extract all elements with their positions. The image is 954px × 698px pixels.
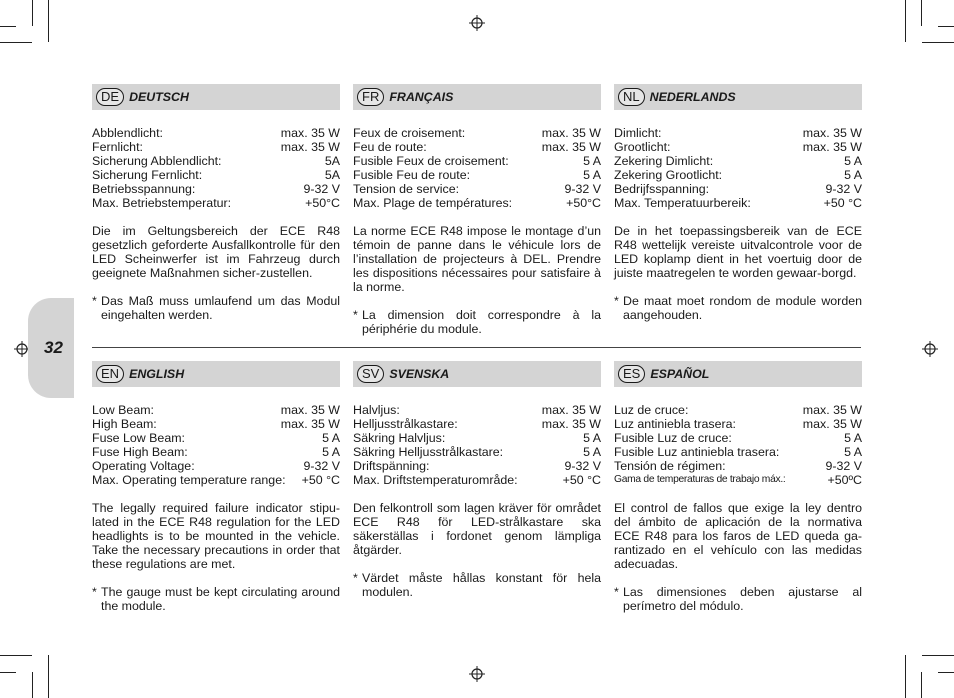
footnote — [353, 571, 601, 599]
spec-label: Feu de route: — [353, 140, 427, 154]
spec-value: max. 35 W — [802, 140, 862, 154]
spec-value: 5 A — [844, 431, 862, 445]
spec-row — [92, 196, 340, 210]
spec-list — [614, 403, 862, 487]
spec-value: 5 A — [583, 154, 601, 168]
spec-row — [614, 431, 862, 445]
footnote — [353, 308, 601, 336]
spec-label: Fuse High Beam: — [92, 445, 188, 459]
spec-row — [614, 445, 862, 459]
spec-value: 5 A — [322, 431, 340, 445]
spec-row — [614, 459, 862, 473]
spec-value: max. 35 W — [541, 403, 601, 417]
language-name: DEUTSCH — [129, 90, 189, 104]
spec-label: Fusible Feu de route: — [353, 168, 471, 182]
section-header — [92, 84, 340, 110]
spec-label: Säkring Helljusstrålkastare: — [353, 445, 504, 459]
spec-label: Driftspänning: — [353, 459, 430, 473]
spec-value: 9-32 V — [825, 459, 862, 473]
asterisk: * — [614, 585, 619, 599]
registration-mark-icon — [922, 341, 938, 357]
spec-label: Max. Betriebstemperatur: — [92, 196, 232, 210]
section-es — [614, 361, 862, 613]
spec-value: max. 35 W — [280, 140, 340, 154]
asterisk: * — [614, 294, 619, 308]
spec-value: 5A — [324, 154, 340, 168]
spec-row — [614, 403, 862, 417]
language-code-badge: SV — [357, 365, 384, 383]
section-en — [92, 361, 340, 613]
spec-value: max. 35 W — [280, 417, 340, 431]
language-name: FRANÇAIS — [389, 90, 454, 104]
spec-row — [353, 182, 601, 196]
section-divider — [92, 347, 861, 348]
spec-list — [92, 403, 340, 487]
asterisk: * — [353, 571, 358, 585]
spec-row — [92, 182, 340, 196]
spec-row — [92, 140, 340, 154]
language-code-badge: FR — [357, 88, 384, 106]
spec-label: Luz de cruce: — [614, 403, 689, 417]
spec-row — [614, 196, 862, 210]
description-paragraph: El control de fallos que exige la ley dentro del ámbito de aplicación de la normativa ECE R48 para los faros de LED queda ga-rantizado en el vehículo con las medidas adecuadas. — [614, 501, 862, 571]
footnote-text: Das Maß muss umlaufend um das Modul eingehalten werden. — [101, 294, 340, 322]
spec-row — [92, 431, 340, 445]
spec-label: Abblendlicht: — [92, 126, 163, 140]
spec-row — [353, 196, 601, 210]
spec-label: Helljusstrålkastare: — [353, 417, 458, 431]
spec-value: 9-32 V — [825, 182, 862, 196]
spec-row — [92, 126, 340, 140]
section-fr — [353, 84, 601, 336]
language-name: ESPAÑOL — [650, 367, 710, 381]
asterisk: * — [92, 585, 97, 599]
spec-label: Sicherung Abblendlicht: — [92, 154, 222, 168]
section-header — [353, 361, 601, 387]
spec-label: Halvljus: — [353, 403, 400, 417]
spec-value: max. 35 W — [802, 403, 862, 417]
spec-value: +50 °C — [562, 473, 601, 487]
language-code-badge: EN — [96, 365, 124, 383]
footnote — [614, 585, 862, 613]
spec-row — [92, 459, 340, 473]
spec-value: max. 35 W — [541, 126, 601, 140]
section-nl — [614, 84, 862, 322]
spec-row — [353, 168, 601, 182]
spec-value: max. 35 W — [280, 126, 340, 140]
spec-label: Tension de service: — [353, 182, 460, 196]
section-header — [614, 361, 862, 387]
spec-label: Operating Voltage: — [92, 459, 195, 473]
spec-row — [614, 140, 862, 154]
spec-label: Bedrijfsspanning: — [614, 182, 710, 196]
spec-row — [92, 445, 340, 459]
spec-value: +50°C — [305, 196, 340, 210]
spec-row — [614, 168, 862, 182]
spec-value: max. 35 W — [541, 417, 601, 431]
asterisk: * — [353, 308, 358, 322]
spec-label: Luz antiniebla trasera: — [614, 417, 736, 431]
spec-row — [353, 459, 601, 473]
spec-value: max. 35 W — [541, 140, 601, 154]
footnote — [92, 294, 340, 322]
spec-row — [92, 403, 340, 417]
section-header — [353, 84, 601, 110]
spec-row — [353, 473, 601, 487]
spec-label: Dimlicht: — [614, 126, 662, 140]
spec-label: Max. Operating temperature range: — [92, 473, 286, 487]
spec-value: 5 A — [583, 431, 601, 445]
language-name: NEDERLANDS — [649, 90, 736, 104]
spec-label: Fuse Low Beam: — [92, 431, 185, 445]
footnote-text: Las dimensiones deben ajustarse al perímetro del módulo. — [623, 585, 862, 613]
spec-value: 5 A — [844, 445, 862, 459]
spec-label: Tensión de régimen: — [614, 459, 726, 473]
spec-row — [92, 417, 340, 431]
spec-label: Zekering Dimlicht: — [614, 154, 714, 168]
language-code-badge: ES — [618, 365, 645, 383]
language-name: SVENSKA — [389, 367, 450, 381]
spec-row — [614, 417, 862, 431]
spec-value: 5 A — [322, 445, 340, 459]
section-de — [92, 84, 340, 322]
registration-mark-icon — [469, 15, 485, 31]
spec-list — [353, 403, 601, 487]
spec-list — [92, 126, 340, 210]
spec-value: 9-32 V — [564, 459, 601, 473]
spec-row — [614, 182, 862, 196]
description-paragraph: The legally required failure indicator stipu-lated in the ECE R48 regulation for the LED headlights is to be mounted in the vehicle. Take the necessary precautions in order that these regulations are met. — [92, 501, 340, 571]
spec-value: 5 A — [844, 168, 862, 182]
spec-row — [614, 154, 862, 168]
spec-value: +50 °C — [301, 473, 340, 487]
spec-list — [614, 126, 862, 210]
spec-value: +50°C — [566, 196, 601, 210]
spec-value: max. 35 W — [802, 126, 862, 140]
spec-value: max. 35 W — [280, 403, 340, 417]
spec-row — [353, 445, 601, 459]
spec-row — [614, 126, 862, 140]
spec-value: 9-32 V — [303, 182, 340, 196]
spec-value: 5 A — [844, 154, 862, 168]
description-paragraph: Die im Geltungsbereich der ECE R48 gesetzlich geforderte Ausfallkontrolle für den LED Scheinwerfer ist im Fahrzeug durch geeignete Maßnahmen sicher-zustellen. — [92, 224, 340, 280]
spec-label: Säkring Halvljus: — [353, 431, 446, 445]
footnote-text: Värdet måste hållas konstant för hela modulen. — [362, 571, 601, 599]
spec-value: +50ºC — [827, 473, 862, 487]
spec-row — [92, 154, 340, 168]
section-header — [614, 84, 862, 110]
footnote-text: La dimension doit correspondre à la périphérie du module. — [362, 308, 601, 336]
spec-label: Max. Driftstemperaturområde: — [353, 473, 518, 487]
spec-label: Low Beam: — [92, 403, 154, 417]
spec-label: Betriebsspannung: — [92, 182, 196, 196]
description-paragraph: La norme ECE R48 impose le montage d’un témoin de panne dans le véhicule lors de l’installation de projecteurs à DEL. Prendre les dispositions nécessaires pour satisfaire à la norme. — [353, 224, 601, 294]
footnote — [614, 294, 862, 322]
spec-label: Fusible Luz de cruce: — [614, 431, 732, 445]
spec-label: Fernlicht: — [92, 140, 143, 154]
spec-label: Zekering Grootlicht: — [614, 168, 723, 182]
spec-row — [614, 473, 862, 487]
footnote — [92, 585, 340, 613]
spec-label: Max. Plage de températures: — [353, 196, 513, 210]
registration-mark-icon — [469, 666, 485, 682]
spec-value: 5A — [324, 168, 340, 182]
spec-list — [353, 126, 601, 210]
spec-value: 9-32 V — [303, 459, 340, 473]
footnote-text: De maat moet rondom de module worden aangehouden. — [623, 294, 862, 322]
spec-row — [353, 126, 601, 140]
spec-value: max. 35 W — [802, 417, 862, 431]
spec-value: 5 A — [583, 445, 601, 459]
spec-row — [92, 168, 340, 182]
spec-label: Fusible Feux de croisement: — [353, 154, 509, 168]
spec-row — [92, 473, 340, 487]
footnote-text: The gauge must be kept circulating around the module. — [101, 585, 340, 613]
spec-label: Fusible Luz antiniebla trasera: — [614, 445, 780, 459]
language-code-badge: NL — [618, 88, 645, 106]
section-sv — [353, 361, 601, 599]
spec-label: Grootlicht: — [614, 140, 671, 154]
spec-label: Feux de croisement: — [353, 126, 466, 140]
asterisk: * — [92, 294, 97, 308]
spec-value: 5 A — [583, 168, 601, 182]
spec-value: 9-32 V — [564, 182, 601, 196]
spec-row — [353, 154, 601, 168]
spec-label: High Beam: — [92, 417, 157, 431]
page-number: 32 — [44, 338, 63, 357]
description-paragraph: Den felkontroll som lagen kräver för området ECE R48 för LED-strålkastare ska säkerställas i fordonet genom lämpliga åtgärder. — [353, 501, 601, 557]
section-header — [92, 361, 340, 387]
spec-label: Gama de temperaturas de trabajo máx.: — [614, 474, 786, 485]
spec-value: +50 °C — [823, 196, 862, 210]
spec-row — [353, 417, 601, 431]
spec-row — [353, 431, 601, 445]
description-paragraph: De in het toepassingsbereik van de ECE R48 wettelijk vereiste uitvalcontrole voor de LED koplamp dient in het voertuig door de juiste maatregelen te worden gewaar-borgd. — [614, 224, 862, 280]
spec-label: Max. Temperatuurbereik: — [614, 196, 751, 210]
spec-label: Sicherung Fernlicht: — [92, 168, 203, 182]
language-code-badge: DE — [96, 88, 124, 106]
spec-row — [353, 403, 601, 417]
spec-row — [353, 140, 601, 154]
language-name: ENGLISH — [129, 367, 185, 381]
